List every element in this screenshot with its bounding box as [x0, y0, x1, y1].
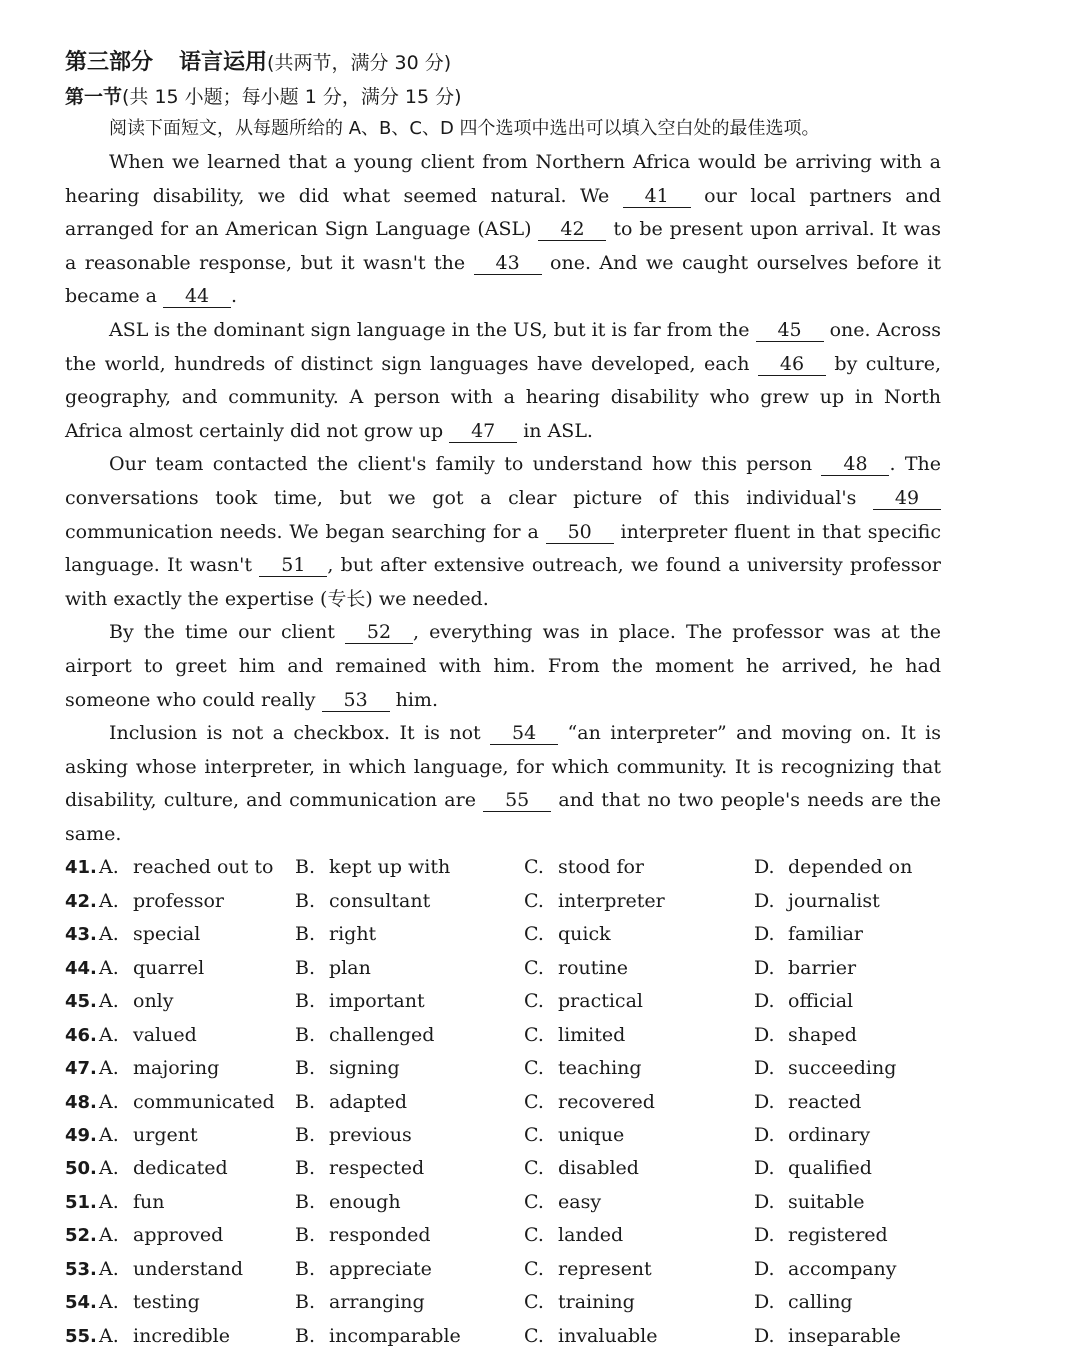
option-letter: C. [524, 1057, 544, 1080]
question-row [65, 1086, 941, 1119]
option-text: previous [329, 1123, 412, 1146]
section-note: (共 15 小题；每小题 1 分，满分 15 分) [122, 86, 462, 108]
option-a[interactable] [99, 1019, 197, 1052]
option-c[interactable] [524, 1186, 601, 1219]
passage-text: our local partners and arranged for an American Sign Language (ASL) [65, 184, 942, 241]
option-letter: D. [754, 1090, 775, 1113]
option-letter: B. [295, 923, 316, 946]
part-heading [65, 44, 941, 82]
option-text: incredible [133, 1324, 231, 1347]
option-text: incomparable [329, 1324, 461, 1347]
option-c[interactable] [524, 1286, 635, 1319]
question-row [65, 1219, 941, 1252]
option-letter: C. [524, 1291, 544, 1314]
option-c[interactable] [524, 1019, 625, 1052]
option-letter: D. [754, 1257, 775, 1280]
option-letter: B. [295, 856, 316, 879]
option-text: training [558, 1291, 635, 1314]
option-c[interactable] [524, 1152, 639, 1185]
option-a[interactable] [99, 1119, 198, 1152]
option-letter: A. [99, 1257, 119, 1280]
paragraph-1 [65, 146, 941, 314]
question-row [65, 1286, 941, 1319]
answer-options [65, 851, 941, 1353]
question-row [65, 885, 941, 918]
part-name: 语言运用 [179, 50, 268, 75]
option-letter: D. [754, 1123, 775, 1146]
option-b[interactable] [295, 1052, 400, 1085]
option-d[interactable] [754, 1286, 853, 1319]
option-letter: A. [99, 1057, 119, 1080]
option-letter: C. [524, 1090, 544, 1113]
option-letter: B. [295, 1123, 316, 1146]
option-text: appreciate [329, 1257, 432, 1280]
question-number: 46. [65, 1024, 97, 1046]
option-b[interactable] [295, 1320, 461, 1353]
option-text: easy [558, 1190, 602, 1213]
option-letter: C. [524, 956, 544, 979]
option-text: succeeding [788, 1057, 897, 1080]
option-a[interactable] [99, 1320, 230, 1353]
option-letter: A. [99, 923, 119, 946]
option-text: interpreter [558, 889, 665, 912]
option-text: landed [558, 1224, 624, 1247]
option-letter: D. [754, 990, 775, 1013]
question-number: 44. [65, 957, 97, 979]
option-a[interactable] [99, 1052, 219, 1085]
option-letter: D. [754, 1324, 775, 1347]
instructions: 阅读下面短文，从每题所给的 A、B、C、D 四个选项中选出可以填入空白处的最佳选项。 [109, 118, 820, 139]
question-row [65, 1253, 941, 1286]
blank-54: 54 [490, 722, 558, 745]
cloze-passage [65, 146, 941, 851]
option-c[interactable] [524, 851, 644, 884]
option-letter: A. [99, 856, 119, 879]
passage-text: interpreter fluent in that specific language. It wasn't [65, 520, 941, 577]
paragraph-4 [65, 616, 941, 717]
option-text: professor [133, 889, 224, 912]
option-b[interactable] [295, 851, 450, 884]
option-a[interactable] [99, 952, 204, 985]
question-row [65, 1320, 941, 1353]
passage-text: one. Across the world, hundreds of distinct sign languages have developed, each [65, 318, 941, 375]
option-text: adapted [329, 1090, 408, 1113]
option-text: shaped [788, 1023, 857, 1046]
passage-text: . [231, 285, 238, 308]
blank-43: 43 [474, 252, 542, 275]
option-d[interactable] [754, 851, 912, 884]
option-text: plan [329, 956, 371, 979]
question-number: 49. [65, 1124, 97, 1146]
option-a[interactable] [99, 1253, 243, 1286]
option-text: invaluable [558, 1324, 658, 1347]
option-letter: A. [99, 990, 119, 1013]
option-b[interactable] [295, 985, 425, 1018]
option-text: recovered [558, 1090, 655, 1113]
option-a[interactable] [99, 1219, 223, 1252]
option-c[interactable] [524, 1219, 623, 1252]
passage-text: “an interpreter” and moving on. It is asking whose interpreter, in which language, for which community. It is recognizing that disability, culture, and communication are [65, 722, 941, 812]
option-letter: B. [295, 1090, 316, 1113]
option-b[interactable] [295, 1253, 432, 1286]
option-text: responded [329, 1224, 431, 1247]
option-letter: C. [524, 990, 544, 1013]
option-d[interactable] [754, 1052, 896, 1085]
option-text: barrier [788, 956, 857, 979]
question-row [65, 1019, 941, 1052]
option-a[interactable] [99, 1286, 200, 1319]
option-letter: B. [295, 1157, 316, 1180]
option-b[interactable] [295, 1286, 425, 1319]
option-letter: A. [99, 1123, 119, 1146]
option-text: unique [558, 1123, 625, 1146]
passage-text: by culture, geography, and community. A person with a hearing disability who grew up in North Africa almost certainly did not grow up [65, 352, 941, 442]
question-number: 41. [65, 857, 97, 879]
question-number: 43. [65, 924, 97, 946]
option-text: respected [329, 1157, 425, 1180]
blank-52: 52 [345, 621, 413, 644]
option-c[interactable] [524, 1119, 624, 1152]
option-text: consultant [329, 889, 431, 912]
question-row [65, 1119, 941, 1152]
option-letter: D. [754, 856, 775, 879]
option-letter: B. [295, 990, 316, 1013]
option-text: signing [329, 1057, 400, 1080]
question-row [65, 1152, 941, 1185]
option-b[interactable] [295, 885, 430, 918]
passage-text: Inclusion is not a checkbox. It is not [109, 722, 491, 745]
option-letter: B. [295, 1190, 316, 1213]
passage-text: in ASL. [517, 419, 593, 442]
option-b[interactable] [295, 1086, 407, 1119]
option-text: urgent [133, 1123, 198, 1146]
option-letter: C. [524, 1190, 544, 1213]
option-c[interactable] [524, 1086, 655, 1119]
option-letter: D. [754, 889, 775, 912]
option-text: qualified [788, 1157, 872, 1180]
part-label: 第三部分 [65, 50, 154, 75]
option-a[interactable] [99, 918, 200, 951]
option-c[interactable] [524, 985, 643, 1018]
option-d[interactable] [754, 885, 880, 918]
option-d[interactable] [754, 985, 853, 1018]
part-note: (共两节，满分 30 分) [267, 52, 452, 74]
blank-42: 42 [538, 218, 606, 241]
question-number: 50. [65, 1158, 97, 1180]
option-letter: A. [99, 1224, 119, 1247]
passage-text: , but after extensive outreach, we found a university professor with exactly the expertise (专长) we needed. [65, 554, 942, 610]
option-a[interactable] [99, 1186, 165, 1219]
option-text: represent [558, 1257, 652, 1280]
option-d[interactable] [754, 1019, 857, 1052]
option-text: registered [788, 1224, 888, 1247]
option-text: suitable [788, 1190, 865, 1213]
blank-48: 48 [821, 453, 889, 476]
option-letter: C. [524, 1224, 544, 1247]
option-letter: D. [754, 1157, 775, 1180]
option-letter: B. [295, 1224, 316, 1247]
option-letter: C. [524, 889, 544, 912]
option-text: communicated [133, 1090, 275, 1113]
option-letter: A. [99, 1291, 119, 1314]
question-number: 55. [65, 1325, 97, 1347]
option-text: inseparable [788, 1324, 901, 1347]
paragraph-3 [65, 448, 941, 616]
option-a[interactable] [99, 1086, 275, 1119]
blank-55: 55 [483, 789, 551, 812]
question-row [65, 952, 941, 985]
paragraph-5 [65, 717, 941, 851]
option-letter: B. [295, 956, 316, 979]
option-letter: D. [754, 923, 775, 946]
option-d[interactable] [754, 1086, 861, 1119]
option-c[interactable] [524, 885, 665, 918]
option-letter: B. [295, 1023, 316, 1046]
option-b[interactable] [295, 952, 371, 985]
passage-text: one. And we caught ourselves before it became a [65, 251, 941, 308]
blank-41: 41 [623, 185, 691, 208]
blank-50: 50 [546, 521, 614, 544]
option-letter: C. [524, 1324, 544, 1347]
blank-47: 47 [449, 420, 517, 443]
passage-text: . The conversations took time, but we got a clear picture of this individual's [65, 453, 941, 509]
option-text: routine [558, 956, 628, 979]
option-a[interactable] [99, 851, 273, 884]
option-text: arranging [329, 1291, 425, 1314]
option-text: quick [558, 923, 611, 946]
option-letter: D. [754, 1023, 775, 1046]
option-letter: A. [99, 1023, 119, 1046]
option-letter: D. [754, 1224, 775, 1247]
option-text: only [133, 990, 174, 1013]
option-c[interactable] [524, 1052, 642, 1085]
question-row [65, 851, 941, 884]
option-letter: C. [524, 1023, 544, 1046]
option-letter: C. [524, 1257, 544, 1280]
option-a[interactable] [99, 1152, 228, 1185]
passage-text: to be present upon arrival. It was a reasonable response, but it wasn't the [65, 218, 941, 274]
option-c[interactable] [524, 952, 628, 985]
option-b[interactable] [295, 1219, 431, 1252]
option-b[interactable] [295, 1152, 424, 1185]
section-label: 第一节 [65, 86, 123, 108]
option-letter: C. [524, 1123, 544, 1146]
option-letter: D. [754, 1190, 775, 1213]
option-letter: A. [99, 956, 119, 979]
option-text: valued [133, 1023, 197, 1046]
option-a[interactable] [99, 985, 174, 1018]
option-letter: C. [524, 1157, 544, 1180]
option-text: special [133, 923, 201, 946]
question-number: 48. [65, 1091, 97, 1113]
option-text: official [788, 990, 854, 1013]
option-a[interactable] [99, 885, 224, 918]
option-text: calling [788, 1291, 853, 1314]
option-d[interactable] [754, 1119, 870, 1152]
option-text: reached out to [133, 856, 274, 879]
option-text: approved [133, 1224, 224, 1247]
option-b[interactable] [295, 918, 376, 951]
option-letter: D. [754, 956, 775, 979]
option-text: dedicated [133, 1157, 228, 1180]
blank-53: 53 [322, 689, 390, 712]
passage-text: , everything was in place. The professor was at the airport to greet him and remained with him. From the moment he arrived, he had someone who could really [65, 621, 941, 711]
option-letter: B. [295, 1057, 316, 1080]
question-number: 42. [65, 890, 97, 912]
blank-49: 49 [873, 487, 941, 510]
option-b[interactable] [295, 1019, 434, 1052]
option-text: quarrel [133, 956, 205, 979]
option-c[interactable] [524, 1320, 658, 1353]
question-number: 54. [65, 1292, 97, 1314]
option-text: enough [329, 1190, 401, 1213]
option-letter: B. [295, 889, 316, 912]
option-text: fun [133, 1190, 165, 1213]
option-c[interactable] [524, 918, 611, 951]
passage-text: ASL is the dominant sign language in the US, but it is far from the [109, 318, 756, 341]
passage-text: When we learned that a young client from Northern Africa would be arriving with a hearing disability, we did what seemed natural. We [65, 151, 941, 207]
option-text: journalist [788, 889, 880, 912]
option-letter: B. [295, 1257, 316, 1280]
option-text: challenged [329, 1023, 435, 1046]
option-text: limited [558, 1023, 626, 1046]
option-text: testing [133, 1291, 200, 1314]
option-d[interactable] [754, 918, 863, 951]
option-text: important [329, 990, 425, 1013]
option-text: disabled [558, 1157, 639, 1180]
option-letter: A. [99, 1190, 119, 1213]
option-text: stood for [558, 856, 645, 879]
option-text: kept up with [329, 856, 451, 879]
question-row [65, 985, 941, 1018]
option-d[interactable] [754, 1253, 897, 1286]
option-text: ordinary [788, 1123, 871, 1146]
exam-page [65, 44, 941, 1353]
passage-text: him. [389, 688, 438, 711]
option-letter: C. [524, 856, 544, 879]
option-text: majoring [133, 1057, 220, 1080]
blank-51: 51 [259, 554, 327, 577]
option-text: depended on [788, 856, 913, 879]
option-b[interactable] [295, 1119, 412, 1152]
option-letter: A. [99, 1090, 119, 1113]
passage-text: By the time our client [109, 621, 345, 644]
question-number: 45. [65, 991, 97, 1013]
option-letter: B. [295, 1291, 316, 1314]
blank-44: 44 [163, 285, 231, 308]
paragraph-2 [65, 314, 941, 448]
passage-text: communication needs. We began searching for a [65, 520, 546, 543]
option-letter: A. [99, 1324, 119, 1347]
blank-45: 45 [756, 319, 824, 342]
option-text: accompany [788, 1257, 897, 1280]
option-text: reacted [788, 1090, 862, 1113]
question-row [65, 918, 941, 951]
option-letter: D. [754, 1057, 775, 1080]
question-number: 47. [65, 1058, 97, 1080]
option-text: teaching [558, 1057, 642, 1080]
option-d[interactable] [754, 1186, 865, 1219]
option-letter: D. [754, 1291, 775, 1314]
question-number: 53. [65, 1258, 97, 1280]
option-letter: A. [99, 1157, 119, 1180]
option-letter: A. [99, 889, 119, 912]
option-letter: C. [524, 923, 544, 946]
section-heading [65, 82, 941, 112]
option-b[interactable] [295, 1186, 401, 1219]
option-d[interactable] [754, 952, 856, 985]
option-text: right [329, 923, 377, 946]
option-text: understand [133, 1257, 244, 1280]
option-text: practical [558, 990, 643, 1013]
passage-text: and that no two people's needs are the same. [65, 789, 942, 845]
option-letter: B. [295, 1324, 316, 1347]
question-number: 52. [65, 1225, 97, 1247]
option-c[interactable] [524, 1253, 652, 1286]
option-text: familiar [788, 923, 864, 946]
question-row [65, 1052, 941, 1085]
option-d[interactable] [754, 1219, 888, 1252]
question-row [65, 1186, 941, 1219]
question-number: 51. [65, 1191, 97, 1213]
option-d[interactable] [754, 1152, 872, 1185]
option-d[interactable] [754, 1320, 901, 1353]
passage-text: Our team contacted the client's family to understand how this person [109, 453, 822, 476]
blank-46: 46 [758, 353, 826, 376]
